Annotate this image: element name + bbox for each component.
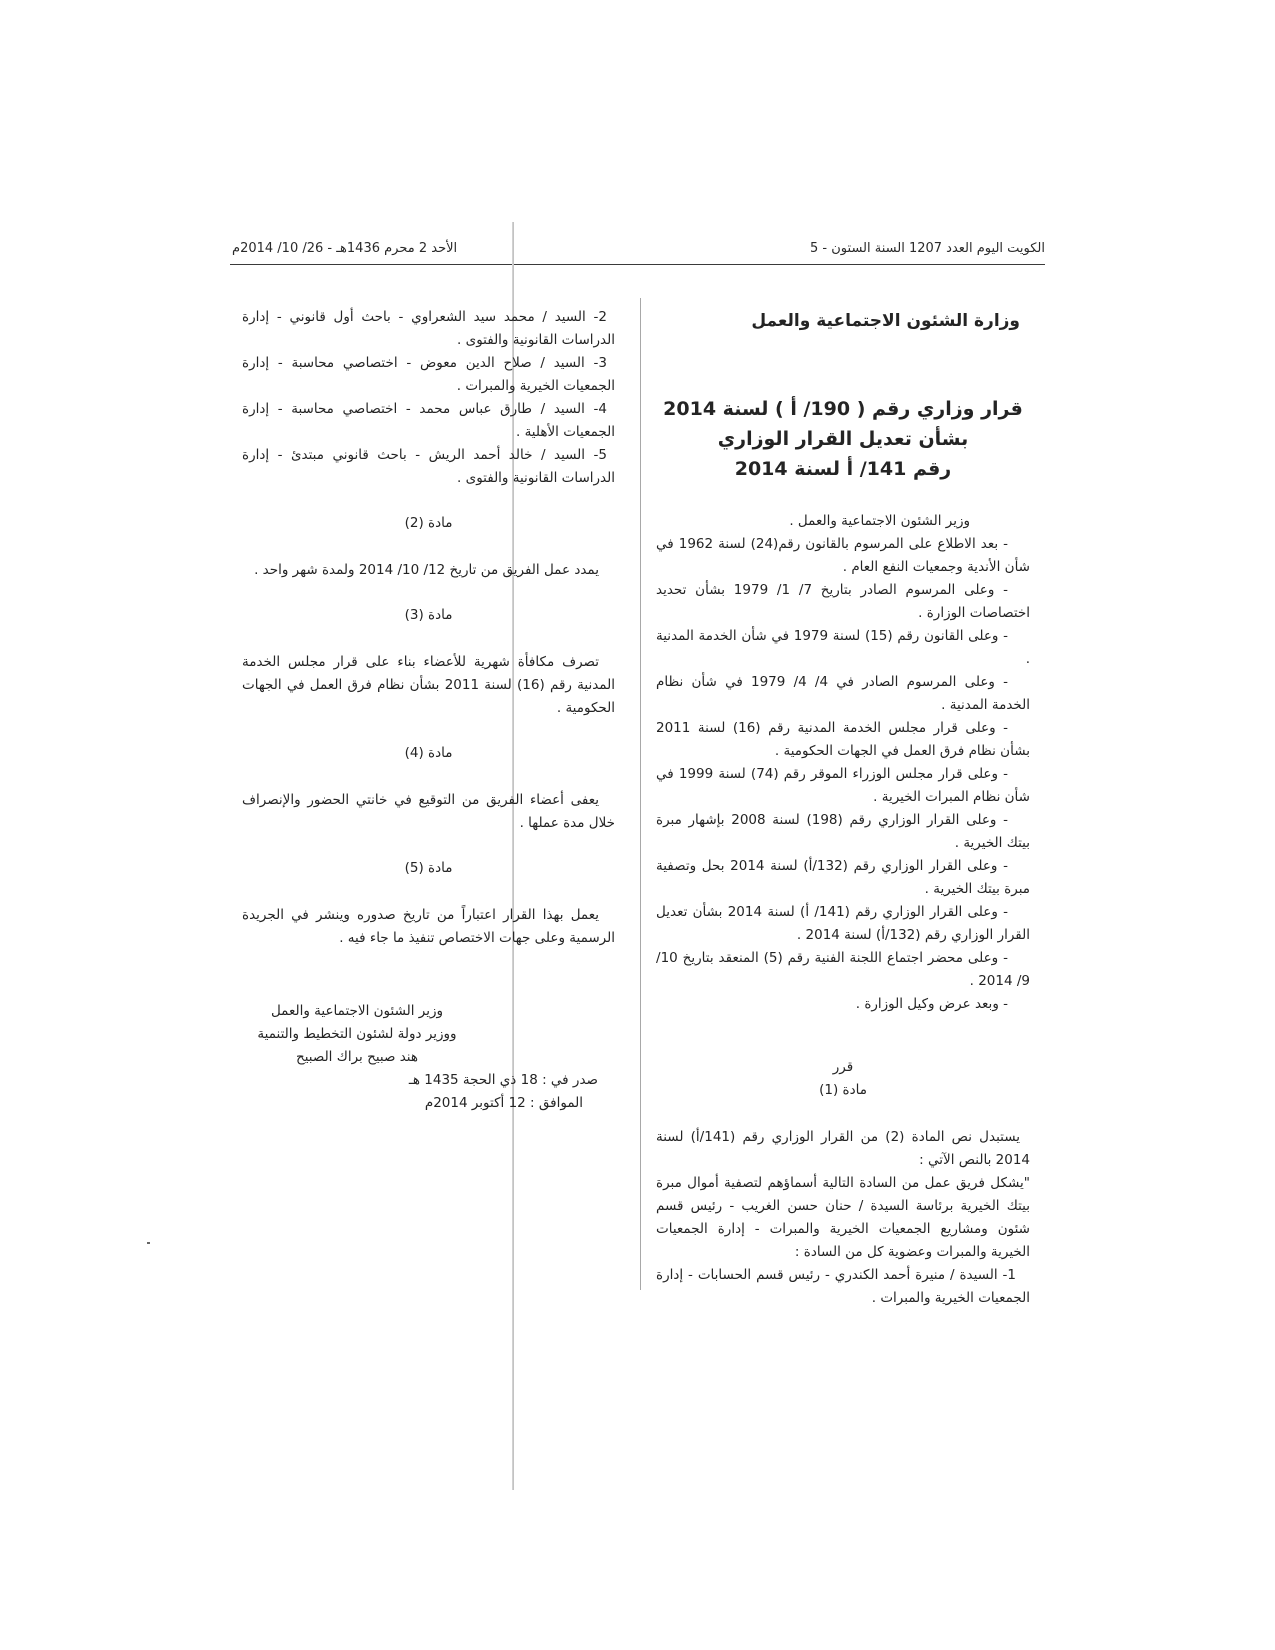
- member-item: 3- السيد / صلاح الدين معوض - اختصاصي محاسبة - إدارة الجمعيات الخيرية والمبرات .: [242, 355, 615, 394]
- preamble-item: - وعلى القرار الوزاري رقم (198) لسنة 2008 بإشهار مبرة بيتك الخيرية .: [656, 812, 1030, 851]
- member-item: 4- السيد / طارق عباس محمد - اختصاصي محاسبة - إدارة الجمعيات الأهلية .: [242, 401, 615, 440]
- left-column: [242, 306, 615, 1115]
- issued-date: صدر في : 18 ذي الحجة 1435 هـ: [408, 1072, 598, 1088]
- preamble-item: - وعلى المرسوم الصادر بتاريخ 7/ 1/ 1979 بشأن تحديد اختصاصات الوزارة .: [656, 582, 1030, 621]
- decision-title-line: رقم 141/ أ لسنة 2014: [734, 458, 952, 480]
- signatory-title: وزير الشئون الاجتماعية والعمل: [270, 1003, 444, 1019]
- article-heading: مادة (1): [819, 1082, 867, 1098]
- decree-word: قرر: [832, 1059, 854, 1075]
- corresponding-date: الموافق : 12 أكتوبر 2014م: [424, 1095, 583, 1111]
- member-list: [242, 306, 615, 490]
- preamble-item: - وعلى المرسوم الصادر في 4/ 4/ 1979 في شأن نظام الخدمة المدنية .: [656, 674, 1030, 713]
- article-text: يعمل بهذا القرار اعتباراً من تاريخ صدوره وينشر في الجريدة الرسمية وعلى جهات الاختصاص تنفيذ ما جاء فيه .: [242, 907, 615, 946]
- article-heading: مادة (2): [404, 515, 453, 531]
- preamble-item: - وعلى قرار مجلس الخدمة المدنية رقم (16) لسنة 2011 بشأن نظام فرق العمل في الجهات الحكومية .: [656, 720, 1030, 759]
- header-rule: [230, 264, 1045, 265]
- right-column: [656, 300, 1030, 1310]
- column-divider: [640, 298, 641, 1290]
- gazette-issue-info: الكويت اليوم العدد 1207 السنة الستون - 5: [810, 241, 1045, 256]
- signatory-name: هند صبيح براك الصبيح: [296, 1049, 418, 1065]
- member-item: 5- السيد / خالد أحمد الريش - باحث قانوني مبتدئ - إدارة الدراسات القانونية والفتوى .: [242, 447, 615, 486]
- preamble-item: - وبعد عرض وكيل الوزارة .: [855, 996, 1008, 1012]
- preamble-item: - وعلى القرار الوزاري رقم (132/أ) لسنة 2014 بحل وتصفية مبرة بيتك الخيرية .: [656, 858, 1030, 897]
- scan-speck: [147, 1242, 150, 1244]
- preamble-item: - وعلى محضر اجتماع اللجنة الفنية رقم (5) المنعقد بتاريخ 10/ 9/ 2014 .: [656, 950, 1030, 989]
- article-text: تصرف مكافأة شهرية للأعضاء بناء على قرار مجلس الخدمة المدنية رقم (16) لسنة 2011 بشأن نظام فرق العمل في الجهات الحكومية .: [242, 654, 615, 716]
- signatory-title: ووزير دولة لشئون التخطيط والتنمية: [257, 1026, 457, 1042]
- article-text: يستبدل نص المادة (2) من القرار الوزاري رقم (141/أ) لسنة 2014 بالنص الآتي :: [656, 1129, 1030, 1168]
- preamble-item: - وعلى القانون رقم (15) لسنة 1979 في شأن الخدمة المدنية .: [656, 628, 1030, 667]
- ministry-name: وزارة الشئون الاجتماعية والعمل: [751, 311, 1020, 331]
- article-quote: "يشكل فريق عمل من السادة التالية أسماؤهم لتصفية أموال مبرة بيتك الخيرية برئاسة السيدة / حنان حسن الغريب - رئيس قسم شئون ومشاريع الجمعيات الخيرية والمبرات - إدارة الجمعيات الخيرية والمبرات وعضوية كل من السادة :: [656, 1175, 1030, 1260]
- preamble-item: - وعلى قرار مجلس الوزراء الموقر رقم (74) لسنة 1999 في شأن نظام المبرات الخيرية .: [656, 766, 1030, 805]
- member-item: 1- السيدة / منيرة أحمد الكندري - رئيس قسم الحسابات - إدارة الجمعيات الخيرية والمبرات .: [656, 1267, 1030, 1306]
- article-heading: مادة (3): [404, 607, 453, 623]
- member-item: 2- السيد / محمد سيد الشعراوي - باحث أول قانوني - إدارة الدراسات القانونية والفتوى .: [242, 309, 615, 348]
- preamble-item: - بعد الاطلاع على المرسوم بالقانون رقم(24) لسنة 1962 في شأن الأندية وجمعيات النفع العام .: [656, 536, 1030, 575]
- issue-dates: [242, 1069, 598, 1115]
- article-text: يعفى أعضاء الفريق من التوقيع في خانتي الحضور والإنصراف خلال مدة عملها .: [242, 792, 615, 831]
- preamble-opening: وزير الشئون الاجتماعية والعمل .: [789, 513, 970, 529]
- decision-title-line: قرار وزاري رقم ( 190/ أ ) لسنة 2014: [663, 398, 1023, 420]
- article-heading: مادة (4): [404, 745, 453, 761]
- signature-block: [252, 1000, 462, 1069]
- preamble-list: [656, 533, 1030, 1016]
- decision-title-line: بشأن تعديل القرار الوزاري: [717, 428, 969, 450]
- preamble-item: - وعلى القرار الوزاري رقم (141/ أ) لسنة 2014 بشأن تعديل القرار الوزاري رقم (132/أ) لسنة 2014 .: [656, 904, 1030, 943]
- article-text: يمدد عمل الفريق من تاريخ 12/ 10/ 2014 ولمدة شهر واحد .: [254, 562, 599, 578]
- article-heading: مادة (5): [404, 860, 453, 876]
- gazette-issue-date: الأحد 2 محرم 1436هـ - 26/ 10/ 2014م: [232, 241, 458, 256]
- decision-title: [656, 394, 1030, 484]
